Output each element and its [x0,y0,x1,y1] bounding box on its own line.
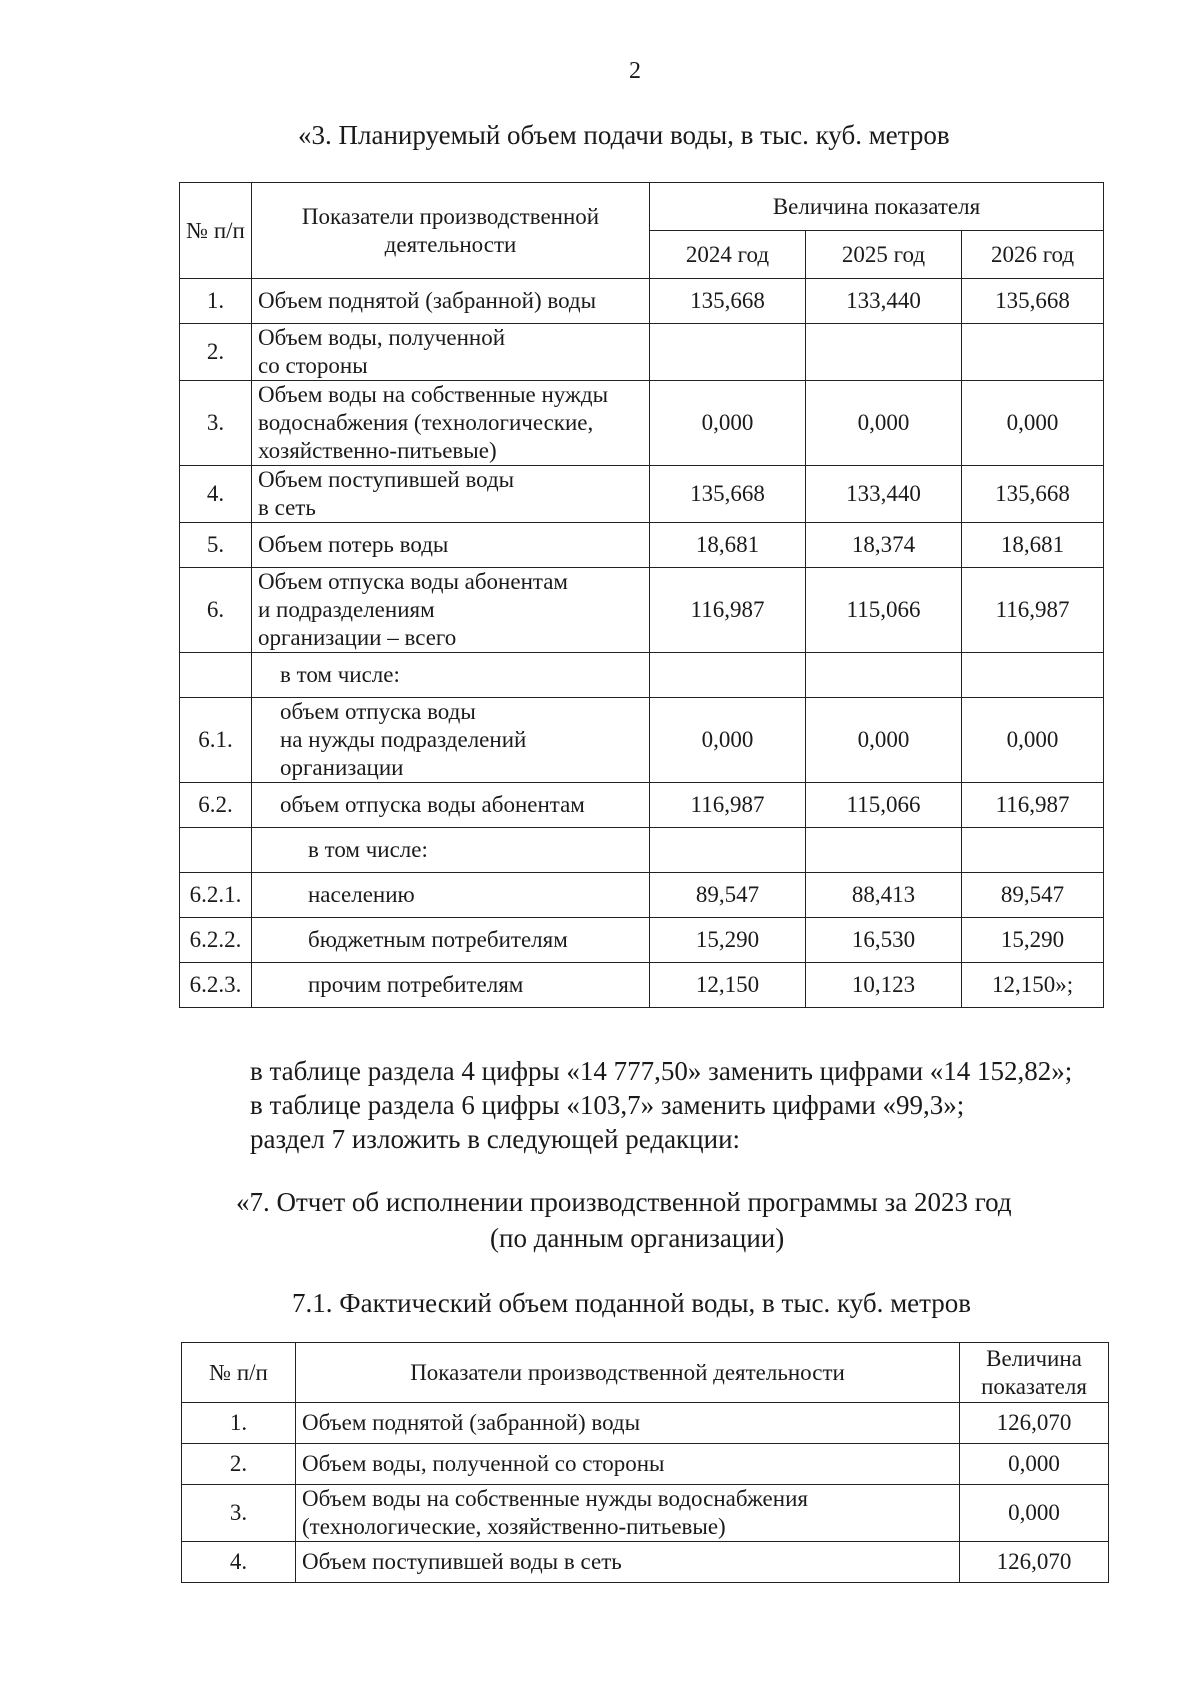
row-number: 6.1. [180,698,252,783]
row-value [962,828,1104,873]
row-value: 116,987 [962,568,1104,653]
header-num: № п/п [182,1343,296,1403]
row-indicator: объем отпуска воды на нужды подразделений организации [252,698,650,783]
row-number: 2. [180,324,252,381]
row-value: 15,290 [650,918,806,963]
row-number: 3. [182,1485,296,1542]
row-value: 12,150»; [962,963,1104,1008]
amendment-line: в таблице раздела 4 цифры «14 777,50» заменить цифрами «14 152,82»; [250,1056,1073,1086]
table-row [180,381,1104,466]
row-value: 126,070 [960,1403,1109,1444]
row-number: 4. [180,466,252,523]
row-value [650,653,806,698]
table-row [180,918,1104,963]
row-number: 4. [182,1542,296,1583]
row-value: 0,000 [960,1444,1109,1485]
row-value: 10,123 [806,963,962,1008]
row-indicator: бюджетным потребителям [252,918,650,963]
row-number: 1. [180,279,252,324]
row-number: 1. [182,1403,296,1444]
row-value [962,653,1104,698]
table-row [182,1542,1109,1583]
row-number: 3. [180,381,252,466]
header-year: 2024 год [650,231,806,279]
row-value: 89,547 [650,873,806,918]
row-number: 2. [182,1444,296,1485]
row-value: 126,070 [960,1542,1109,1583]
row-value [650,828,806,873]
row-number: 6.2.3. [180,963,252,1008]
row-value: 0,000 [650,381,806,466]
row-value [806,324,962,381]
row-number: 6. [180,568,252,653]
row-value: 0,000 [962,698,1104,783]
row-value: 135,668 [650,466,806,523]
row-indicator: объем отпуска воды абонентам [252,783,650,828]
row-indicator: Объем поступившей воды в сеть [296,1542,960,1583]
row-value: 0,000 [806,698,962,783]
table-row [180,466,1104,523]
row-value: 115,066 [806,568,962,653]
row-indicator: Объем поднятой (забранной) воды [296,1403,960,1444]
header-num: № п/п [180,183,252,279]
amendment-line: в таблице раздела 6 цифры «103,7» заменить цифрами «99,3»; [250,1090,965,1120]
row-value: 0,000 [960,1485,1109,1542]
row-indicator: Объем отпуска воды абонентам и подразделениям организации – всего [252,568,650,653]
table-row [180,828,1104,873]
row-number: 6.2.2. [180,918,252,963]
row-number: 6.2.1. [180,873,252,918]
row-value: 16,530 [806,918,962,963]
row-value: 18,681 [962,523,1104,568]
table-row [180,698,1104,783]
amendment-line: раздел 7 изложить в следующей редакции: [250,1124,741,1154]
row-value: 18,681 [650,523,806,568]
row-indicator: Объем воды, полученной со стороны [252,324,650,381]
table-row [180,279,1104,324]
row-value: 0,000 [962,381,1104,466]
row-number [180,828,252,873]
section-7-subtitle: (по данным организации) [490,1223,785,1253]
row-number: 5. [180,523,252,568]
table-row [180,653,1104,698]
row-indicator: Объем воды, полученной со стороны [296,1444,960,1485]
row-indicator: Объем потерь воды [252,523,650,568]
row-value [650,324,806,381]
row-indicator: Объем воды на собственные нужды водоснабжения (технологические, хозяйственно-питьевые) [252,381,650,466]
row-number [180,653,252,698]
row-indicator: в том числе: [252,828,650,873]
row-indicator: Объем воды на собственные нужды водоснабжения (технологические, хозяйственно-питьевые) [296,1485,960,1542]
header-indicator: Показатели производственной деятельности [252,183,650,279]
table-row [180,783,1104,828]
row-value: 116,987 [650,783,806,828]
row-value: 0,000 [650,698,806,783]
row-value: 133,440 [806,466,962,523]
row-value: 18,374 [806,523,962,568]
table-row [180,523,1104,568]
header-year: 2026 год [962,231,1104,279]
row-value [806,653,962,698]
header-value: Величина показателя [960,1343,1109,1403]
row-value: 15,290 [962,918,1104,963]
section-7-title: «7. Отчет об исполнении производственной программы за 2023 год [236,1187,1012,1217]
table-row [182,1444,1109,1485]
row-value: 0,000 [806,381,962,466]
row-indicator: Объем поднятой (забранной) воды [252,279,650,324]
row-value: 116,987 [650,568,806,653]
row-value: 135,668 [962,466,1104,523]
row-value [962,324,1104,381]
row-value: 133,440 [806,279,962,324]
row-value: 135,668 [650,279,806,324]
row-value: 12,150 [650,963,806,1008]
row-value: 115,066 [806,783,962,828]
header-year: 2025 год [806,231,962,279]
row-value: 89,547 [962,873,1104,918]
row-indicator: Объем поступившей воды в сеть [252,466,650,523]
header-indicator: Показатели производственной деятельности [296,1343,960,1403]
actual-water-supply-table [181,1342,1109,1583]
table-row [180,963,1104,1008]
table-row [182,1403,1109,1444]
section-3-title: «3. Планируемый объем подачи воды, в тыс. куб. метров [298,120,950,150]
section-7-1-title: 7.1. Фактический объем поданной воды, в тыс. куб. метров [292,1288,972,1318]
table-row [180,873,1104,918]
table-row [180,568,1104,653]
row-number: 6.2. [180,783,252,828]
table-row [182,1485,1109,1542]
row-indicator: прочим потребителям [252,963,650,1008]
table-row [180,324,1104,381]
header-value-group: Величина показателя [650,183,1104,231]
row-value: 116,987 [962,783,1104,828]
planned-water-supply-table [179,182,1104,1008]
row-value [806,828,962,873]
row-value: 135,668 [962,279,1104,324]
row-indicator: в том числе: [252,653,650,698]
page-number: 2 [629,58,641,84]
row-indicator: населению [252,873,650,918]
row-value: 88,413 [806,873,962,918]
